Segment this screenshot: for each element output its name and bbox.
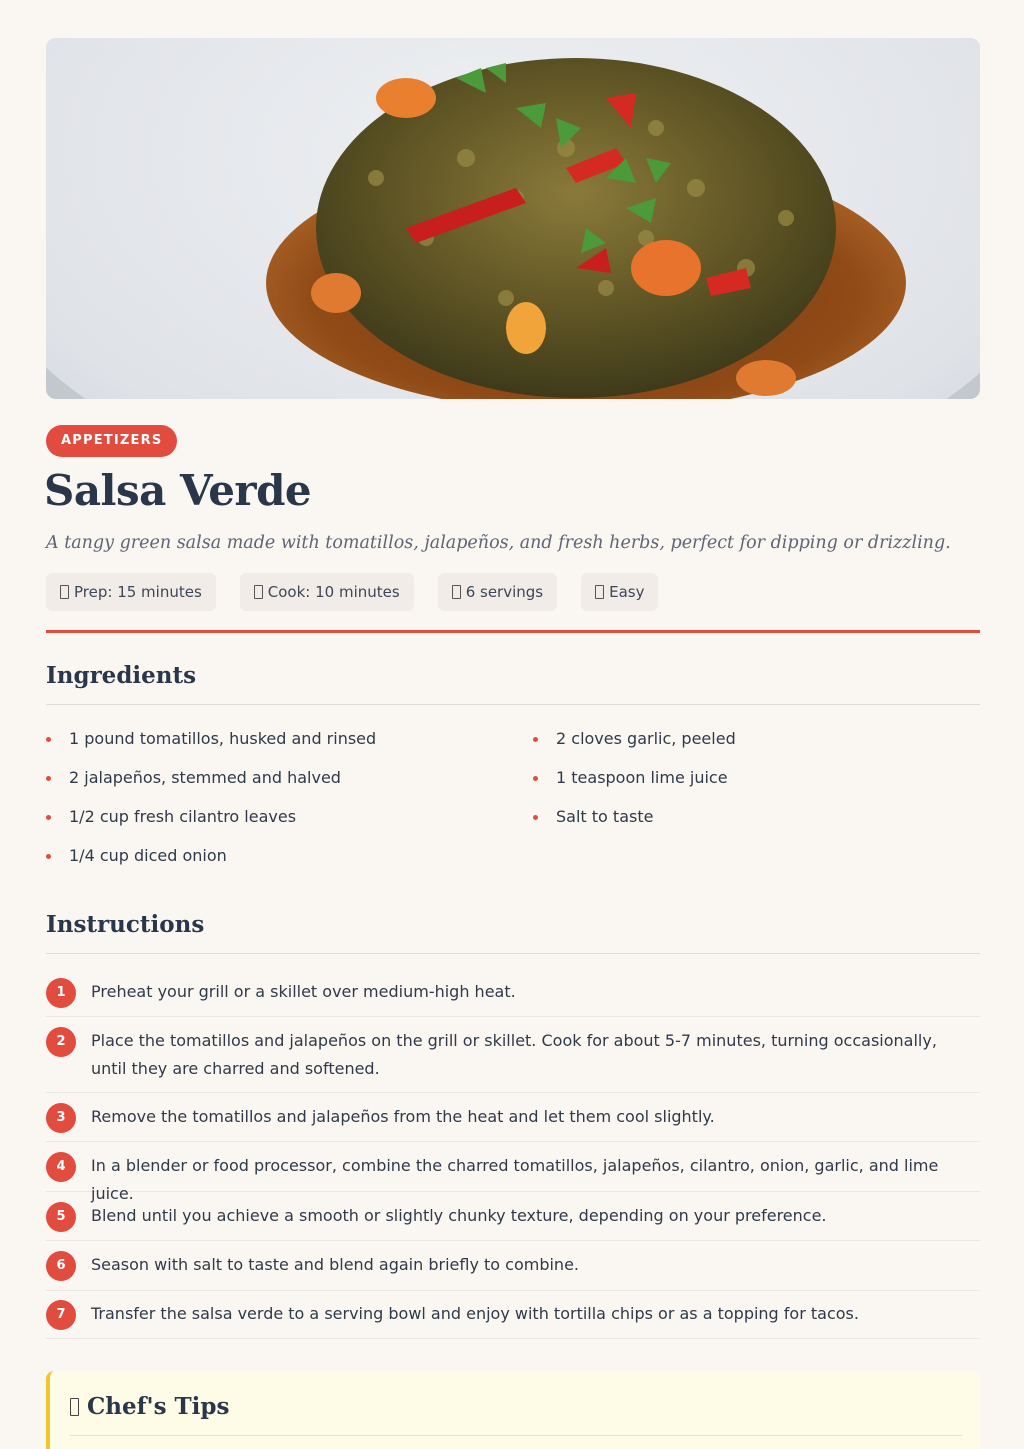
instruction-step — [46, 1027, 980, 1093]
instruction-step — [46, 1152, 980, 1203]
step-number: 5 — [46, 1202, 76, 1232]
chefs-tips-rule — [70, 1435, 962, 1436]
chart-icon — [595, 585, 604, 599]
ingredient-item: 1/2 cup fresh cilantro leaves — [46, 806, 516, 845]
chefs-tips-box — [46, 1371, 980, 1449]
step-number: 7 — [46, 1300, 76, 1330]
ingredient-item: Salt to taste — [533, 806, 973, 845]
ingredients-list-right — [533, 728, 973, 845]
ingredients-list-left — [46, 728, 516, 884]
chefs-tips-heading-row — [70, 1393, 229, 1420]
step-text: Transfer the salsa verde to a serving bowl and enjoy with tortilla chips or as a topping for tacos. — [91, 1304, 859, 1323]
clock-icon — [60, 585, 69, 599]
recipe-title: Salsa Verde — [44, 466, 312, 515]
step-number: 1 — [46, 978, 76, 1008]
cook-time-label: Cook: 10 minutes — [267, 583, 400, 601]
instruction-step — [46, 1103, 980, 1142]
prep-time-label: Prep: 15 minutes — [74, 583, 202, 601]
cook-time-pill — [240, 573, 414, 611]
recipe-meta — [46, 573, 658, 611]
servings-label: 6 servings — [465, 583, 544, 601]
header-divider — [46, 630, 980, 633]
difficulty-label: Easy — [609, 583, 645, 601]
step-text: Place the tomatillos and jalapeños on the grill or skillet. Cook for about 5-7 minutes, turning occasionally, until they are charred and softened. — [91, 1031, 937, 1078]
step-text: Preheat your grill or a skillet over medium-high heat. — [91, 982, 516, 1001]
instructions-heading: Instructions — [46, 911, 205, 938]
category-badge[interactable]: APPETIZERS — [46, 425, 177, 457]
recipe-description: A tangy green salsa made with tomatillos, jalapeños, and fresh herbs, perfect for dipping or drizzling. — [46, 533, 951, 553]
lightbulb-icon — [70, 1398, 79, 1416]
ingredient-item: 2 jalapeños, stemmed and halved — [46, 767, 516, 806]
ingredient-item: 2 cloves garlic, peeled — [533, 728, 973, 767]
flame-icon — [254, 585, 263, 599]
step-text: In a blender or food processor, combine the charred tomatillos, jalapeños, cilantro, onion, garlic, and lime juice. — [91, 1156, 939, 1203]
instructions-rule — [46, 953, 980, 954]
difficulty-pill — [581, 573, 658, 611]
step-text: Remove the tomatillos and jalapeños from the heat and let them cool slightly. — [91, 1107, 715, 1126]
instruction-step — [46, 1300, 980, 1339]
step-text: Blend until you achieve a smooth or slightly chunky texture, depending on your preference. — [91, 1206, 827, 1225]
step-number: 2 — [46, 1027, 76, 1057]
ingredient-item: 1 teaspoon lime juice — [533, 767, 973, 806]
people-icon — [452, 585, 461, 599]
step-number: 3 — [46, 1103, 76, 1133]
prep-time-pill — [46, 573, 216, 611]
chefs-tips-heading: Chef's Tips — [87, 1393, 230, 1420]
servings-pill — [438, 573, 557, 611]
step-number: 4 — [46, 1152, 76, 1182]
instruction-step — [46, 978, 980, 1017]
instruction-step — [46, 1251, 980, 1291]
ingredients-heading: Ingredients — [46, 662, 197, 689]
ingredient-item: 1/4 cup diced onion — [46, 845, 516, 884]
instruction-step — [46, 1202, 980, 1241]
step-number: 6 — [46, 1251, 76, 1281]
step-text: Season with salt to taste and blend again briefly to combine. — [91, 1255, 579, 1274]
recipe-hero-image — [46, 38, 980, 399]
ingredients-rule — [46, 704, 980, 705]
ingredient-item: 1 pound tomatillos, husked and rinsed — [46, 728, 516, 767]
